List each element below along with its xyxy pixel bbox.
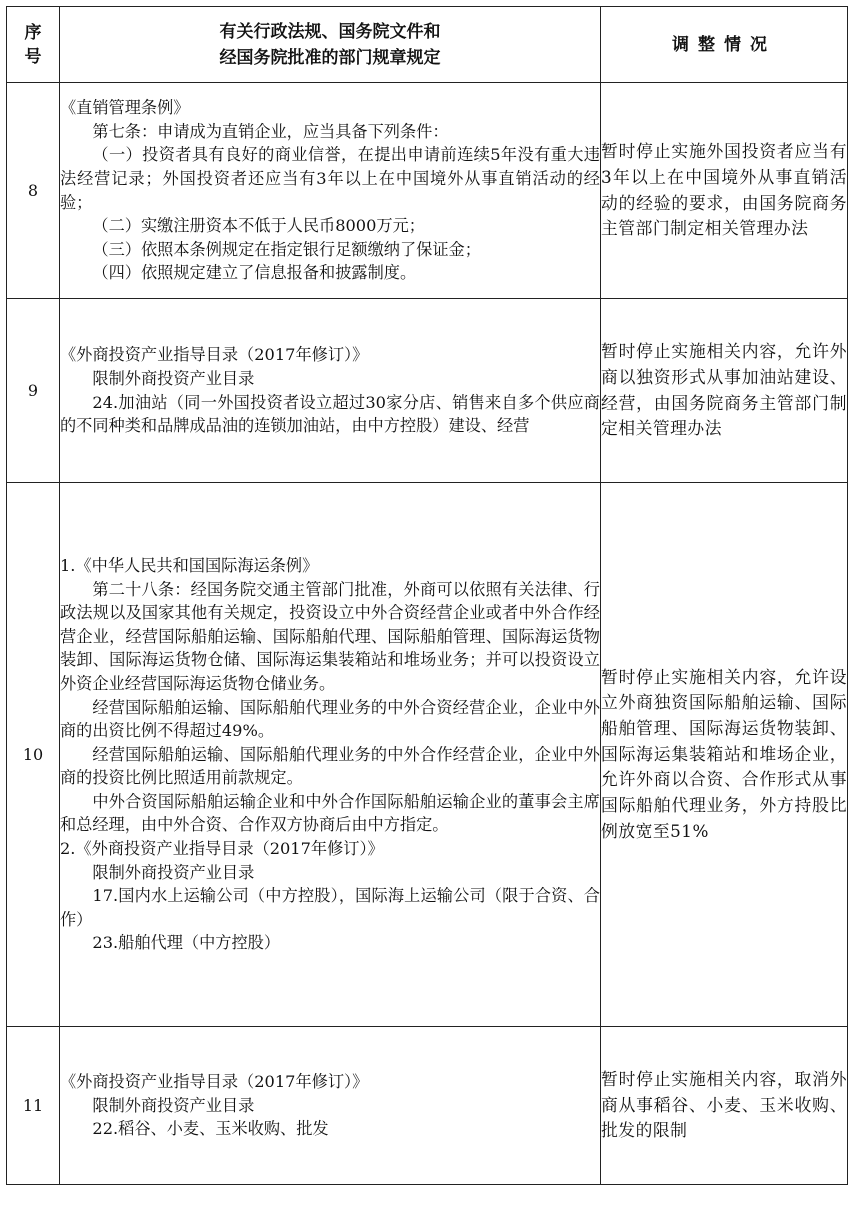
table-row — [7, 483, 848, 1027]
regulation-clause: （二）实缴注册资本不低于人民币8000万元； — [92, 216, 425, 236]
regulation-cell — [60, 299, 601, 483]
header-regulations-line2: 经国务院批准的部门规章规定 — [219, 47, 441, 68]
adjustment-cell — [601, 1027, 848, 1185]
table-header-row — [7, 7, 848, 83]
regulation-cell — [60, 83, 601, 299]
regulation-clause: 经营国际船舶运输、国际船舶代理业务的中外合作经营企业，企业中外商的投资比例比照适用前款规定。 — [60, 744, 600, 788]
adjustment-cell — [601, 299, 848, 483]
regulation-clause: 经营国际船舶运输、国际船舶代理业务的中外合资经营企业，企业中外商的出资比例不得超过49%。 — [60, 697, 600, 741]
regulation-clause: 24.加油站（同一外国投资者设立超过30家分店、销售来自多个供应商的不同种类和品牌成品油的连锁加油站，由中方控股）建设、经营 — [60, 392, 600, 436]
adjustment-text: 暂时停止实施相关内容，允许外商以独资形式从事加油站建设、经营，由国务院商务主管部门制定相关管理办法 — [601, 341, 847, 439]
header-serial-no-char1: 序 — [24, 22, 42, 43]
regulation-title: 1.《中华人民共和国国际海运条例》 — [60, 555, 319, 575]
regulation-title: 《外商投资产业指导目录（2017年修订）》 — [60, 345, 369, 365]
header-serial-no — [7, 7, 60, 83]
regulation-article: 第二十八条：经国务院交通主管部门批准，外商可以依照有关法律、行政法规以及国家其他有关规定，投资设立中外合资经营企业或者中外合作经营企业，经营国际船舶运输、国际船舶代理、国际船舶管理、国际海运货物装卸、国际海运货物仓储、国际海运集装箱站和堆场业务；并可以投资设立外资企业经营国际海运货物仓储业务。 — [60, 579, 600, 693]
row-number: 9 — [7, 299, 60, 483]
regulation-clause: （四）依照规定建立了信息报备和披露制度。 — [92, 263, 417, 283]
adjustment-cell — [601, 83, 848, 299]
regulation-title: 2.《外商投资产业指导目录（2017年修订）》 — [60, 839, 384, 859]
row-number: 8 — [7, 83, 60, 299]
regulation-clause: 中外合资国际船舶运输企业和中外合作国际船舶运输企业的董事会主席和总经理，由中外合资、合作双方协商后由中方指定。 — [60, 791, 600, 835]
regulation-clause: （一）投资者具有良好的商业信誉，在提出申请前连续5年没有重大违法经营记录；外国投资者还应当有3年以上在中国境外从事直销活动的经验； — [60, 145, 600, 212]
adjustment-cell — [601, 483, 848, 1027]
regulation-cell — [60, 1027, 601, 1185]
regulation-clause: （三）依照本条例规定在指定银行足额缴纳了保证金； — [92, 239, 481, 259]
regulation-table — [6, 6, 848, 1185]
regulation-clause: 17.国内水上运输公司（中方控股），国际海上运输公司（限于合资、合作） — [60, 886, 600, 929]
regulation-article: 第七条：申请成为直销企业，应当具备下列条件： — [92, 121, 449, 141]
regulation-title: 《直销管理条例》 — [60, 98, 190, 118]
header-adjustment-label: 调整情况 — [672, 34, 776, 55]
regulation-subtitle: 限制外商投资产业目录 — [92, 368, 255, 388]
header-adjustment — [601, 7, 848, 83]
adjustment-text: 暂时停止实施外国投资者应当有3年以上在中国境外从事直销活动的经验的要求，由国务院商务主管部门制定相关管理办法 — [601, 141, 847, 239]
table-row — [7, 83, 848, 299]
header-serial-no-char2: 号 — [24, 46, 42, 67]
adjustment-text: 暂时停止实施相关内容，允许设立外商独资国际船舶运输、国际船舶管理、国际海运货物装卸、国际海运集装箱站和堆场企业，允许外商以合资、合作形式从事国际船舶代理业务，外方持股比例放宽至51% — [601, 666, 847, 841]
header-regulations — [60, 7, 601, 83]
row-number: 10 — [7, 483, 60, 1027]
adjustment-text: 暂时停止实施相关内容，取消外商从事稻谷、小麦、玉米收购、批发的限制 — [601, 1068, 847, 1141]
table-row — [7, 299, 848, 483]
regulation-subtitle: 限制外商投资产业目录 — [92, 1095, 255, 1115]
regulation-clause: 22.稻谷、小麦、玉米收购、批发 — [92, 1119, 329, 1139]
header-regulations-line1: 有关行政法规、国务院文件和 — [219, 21, 441, 42]
regulation-subtitle: 限制外商投资产业目录 — [92, 862, 255, 882]
regulation-cell — [60, 483, 601, 1027]
regulation-clause: 23.船舶代理（中方控股） — [92, 933, 281, 953]
row-number: 11 — [7, 1027, 60, 1185]
regulation-title: 《外商投资产业指导目录（2017年修订）》 — [60, 1072, 369, 1092]
table-row — [7, 1027, 848, 1185]
